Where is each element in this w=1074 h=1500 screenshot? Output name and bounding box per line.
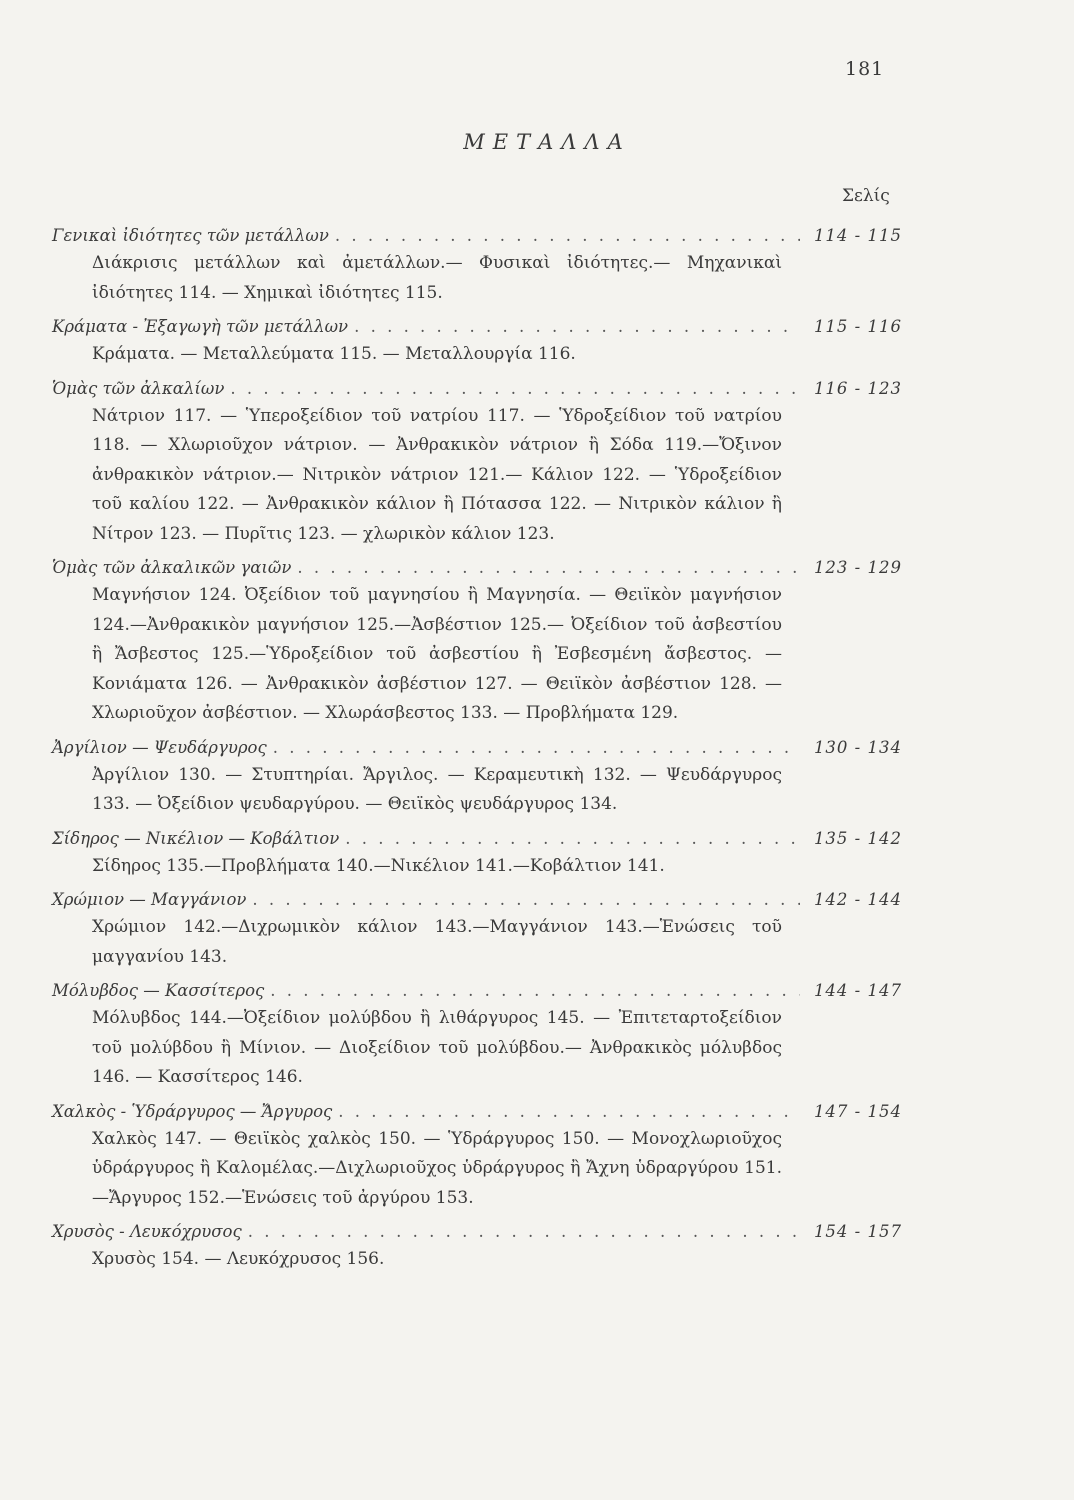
toc-entry-pages: 115 - 116 bbox=[813, 317, 902, 336]
toc-entry-pages: 123 - 129 bbox=[813, 558, 902, 577]
toc-entry-body: Ἀργίλιον 130. — Στυπτηρίαι. Ἄργιλος. — Κεραμευτικὴ 132. — Ψευδάργυρος 133. — Ὀξείδιον ψευδαργύρου. — Θειϊκὸς ψευδάργυρος 134. bbox=[92, 764, 782, 814]
toc-entry bbox=[52, 1219, 902, 1275]
dot-leader bbox=[338, 1099, 800, 1125]
section-heading: ΜΕΤΑΛΛΑ bbox=[463, 130, 631, 154]
toc-entry-title: Κράματα - Ἐξαγωγὴ τῶν μετάλλων bbox=[52, 317, 349, 336]
toc-entry-title: Χρυσὸς - Λευκόχρυσος bbox=[52, 1222, 242, 1241]
dot-leader bbox=[354, 314, 800, 340]
toc-entry-heading bbox=[52, 887, 902, 913]
toc-entry-body: Μόλυβδος 144.—Ὀξείδιον μολύβδου ἢ λιθάργυρος 145. — Ἐπιτεταρτοξείδιον τοῦ μολύβδου ἢ Μίνιον. — Διοξείδιον τοῦ μολύβδου.— Ἀνθρακικὸς μόλυβδος 146. — Κασσίτερος 146. bbox=[92, 1008, 782, 1087]
toc-entry-body: Κράματα. — Μεταλλεύματα 115. — Μεταλλουργία 116. bbox=[92, 344, 576, 364]
toc-entry-title: Ὁμὰς τῶν ἀλκαλικῶν γαιῶν bbox=[52, 558, 292, 577]
toc-entry-heading bbox=[52, 735, 902, 761]
toc-entry-heading bbox=[52, 223, 902, 249]
toc-entry-pages: 144 - 147 bbox=[813, 981, 902, 1000]
toc-entry-pages: 130 - 134 bbox=[813, 737, 902, 757]
toc-entry bbox=[52, 314, 902, 370]
dot-leader bbox=[273, 735, 800, 761]
toc-entry-title: Χαλκὸς - Ὑδράργυρος — Ἄργυρος bbox=[52, 1101, 333, 1121]
toc-entry bbox=[52, 1099, 902, 1214]
toc-entry-heading bbox=[52, 376, 902, 402]
toc-entry-pages: 147 - 154 bbox=[813, 1101, 902, 1121]
toc-entry-heading bbox=[52, 978, 902, 1004]
page-number: 181 bbox=[845, 58, 885, 80]
dot-leader bbox=[297, 555, 800, 581]
toc-entry-pages: 154 - 157 bbox=[813, 1222, 902, 1241]
toc-entry-heading bbox=[52, 555, 902, 581]
toc-entry-title: Γενικαὶ ἰδιότητες τῶν μετάλλων bbox=[52, 226, 329, 245]
dot-leader bbox=[345, 826, 800, 852]
toc-entry-pages: 114 - 115 bbox=[813, 226, 902, 245]
toc-entry bbox=[52, 826, 902, 882]
toc-entry bbox=[52, 978, 902, 1093]
toc-entry-body: Χρώμιον 142.—Διχρωμικὸν κάλιον 143.—Μαγγάνιον 143.—Ἑνώσεις τοῦ μαγγανίου 143. bbox=[92, 917, 782, 967]
toc-entry-body: Χαλκὸς 147. — Θειϊκὸς χαλκὸς 150. — Ὑδράργυρος 150. — Μονοχλωριοῦχος ὑδράργυρος ἢ Καλομέλας.—Διχλωριοῦχος ὑδράργυρος ἢ Ἄχνη ὑδραργύρου 151.—Ἄργυρος 152.—Ἑνώσεις τοῦ ἀργύρου 153. bbox=[92, 1128, 782, 1208]
dot-leader bbox=[252, 887, 800, 913]
toc-entry-body: Χρυσὸς 154. — Λευκόχρυσος 156. bbox=[92, 1249, 385, 1269]
toc-entry-heading bbox=[52, 314, 902, 340]
toc-entry bbox=[52, 887, 902, 972]
pages-column-label: Σελίς bbox=[842, 186, 890, 206]
toc-entry-pages: 142 - 144 bbox=[813, 890, 902, 909]
toc-entry-title: Ὁμὰς τῶν ἀλκαλίων bbox=[52, 378, 225, 398]
toc-entry bbox=[52, 376, 902, 550]
toc-entry bbox=[52, 223, 902, 308]
dot-leader bbox=[230, 376, 800, 402]
toc-entry bbox=[52, 735, 902, 820]
toc-entry-title: Χρώμιον — Μαγγάνιον bbox=[52, 890, 247, 909]
toc-entry-body: Μαγνήσιον 124. Ὀξείδιον τοῦ μαγνησίου ἢ Μαγνησία. — Θειϊκὸν μαγνήσιον 124.—Ἀνθρακικὸν μαγνήσιον 125.—Ἀσβέστιον 125.— Ὀξείδιον τοῦ ἀσβεστίου ἢ Ἄσβεστος 125.—Ὑδροξείδιον τοῦ ἀσβεστίου ἢ Ἐσβεσμένη ἄσβεστος. — Κονιάματα 126. — Ἀνθρακικὸν ἀσβέστιον 127. — Θειϊκὸν ἀσβέστιον 128. — Χλωριοῦχον ἀσβέστιον. — Χλωράσβεστος 133. — Προβλήματα 129. bbox=[92, 585, 782, 723]
toc-entry-title: Ἀργίλιον — Ψευδάργυρος bbox=[52, 737, 267, 757]
toc-entry-body: Νάτριον 117. — Ὑπεροξείδιον τοῦ νατρίου 117. — Ὑδροξείδιον τοῦ νατρίου 118. — Χλωριοῦχον νάτριον. — Ἀνθρακικὸν νάτριον ἢ Σόδα 119.—Ὄξινον ἀνθρακικὸν νάτριον.— Νιτρικὸν νάτριον 121.— Κάλιον 122. — Ὑδροξείδιον τοῦ καλίου 122. — Ἀνθρακικὸν κάλιον ἢ Πότασσα 122. — Νιτρικὸν κάλιον ἢ Νίτρον 123. — Πυρῖτις 123. — χλωρικὸν κάλιον 123. bbox=[92, 405, 782, 544]
toc-entry-heading bbox=[52, 1219, 902, 1245]
table-of-contents bbox=[52, 223, 902, 1281]
toc-entry-heading bbox=[52, 1099, 902, 1125]
toc-entry-body: Διάκρισις μετάλλων καὶ ἀμετάλλων.— Φυσικαὶ ἰδιότητες.— Μηχανικαὶ ἰδιότητες 114. — Χημικαὶ ἰδιότητες 115. bbox=[92, 253, 782, 303]
toc-entry-title: Σίδηρος — Νικέλιον — Κοβάλτιον bbox=[52, 828, 340, 848]
toc-entry-heading bbox=[52, 826, 902, 852]
toc-entry-title: Μόλυβδος — Κασσίτερος bbox=[52, 981, 265, 1000]
dot-leader bbox=[248, 1219, 800, 1245]
dot-leader bbox=[335, 223, 800, 249]
toc-entry-pages: 116 - 123 bbox=[813, 378, 902, 398]
toc-entry bbox=[52, 555, 902, 729]
toc-entry-pages: 135 - 142 bbox=[813, 828, 902, 848]
toc-entry-body: Σίδηρος 135.—Προβλήματα 140.—Νικέλιον 141.—Κοβάλτιον 141. bbox=[92, 855, 665, 876]
dot-leader bbox=[270, 978, 800, 1004]
